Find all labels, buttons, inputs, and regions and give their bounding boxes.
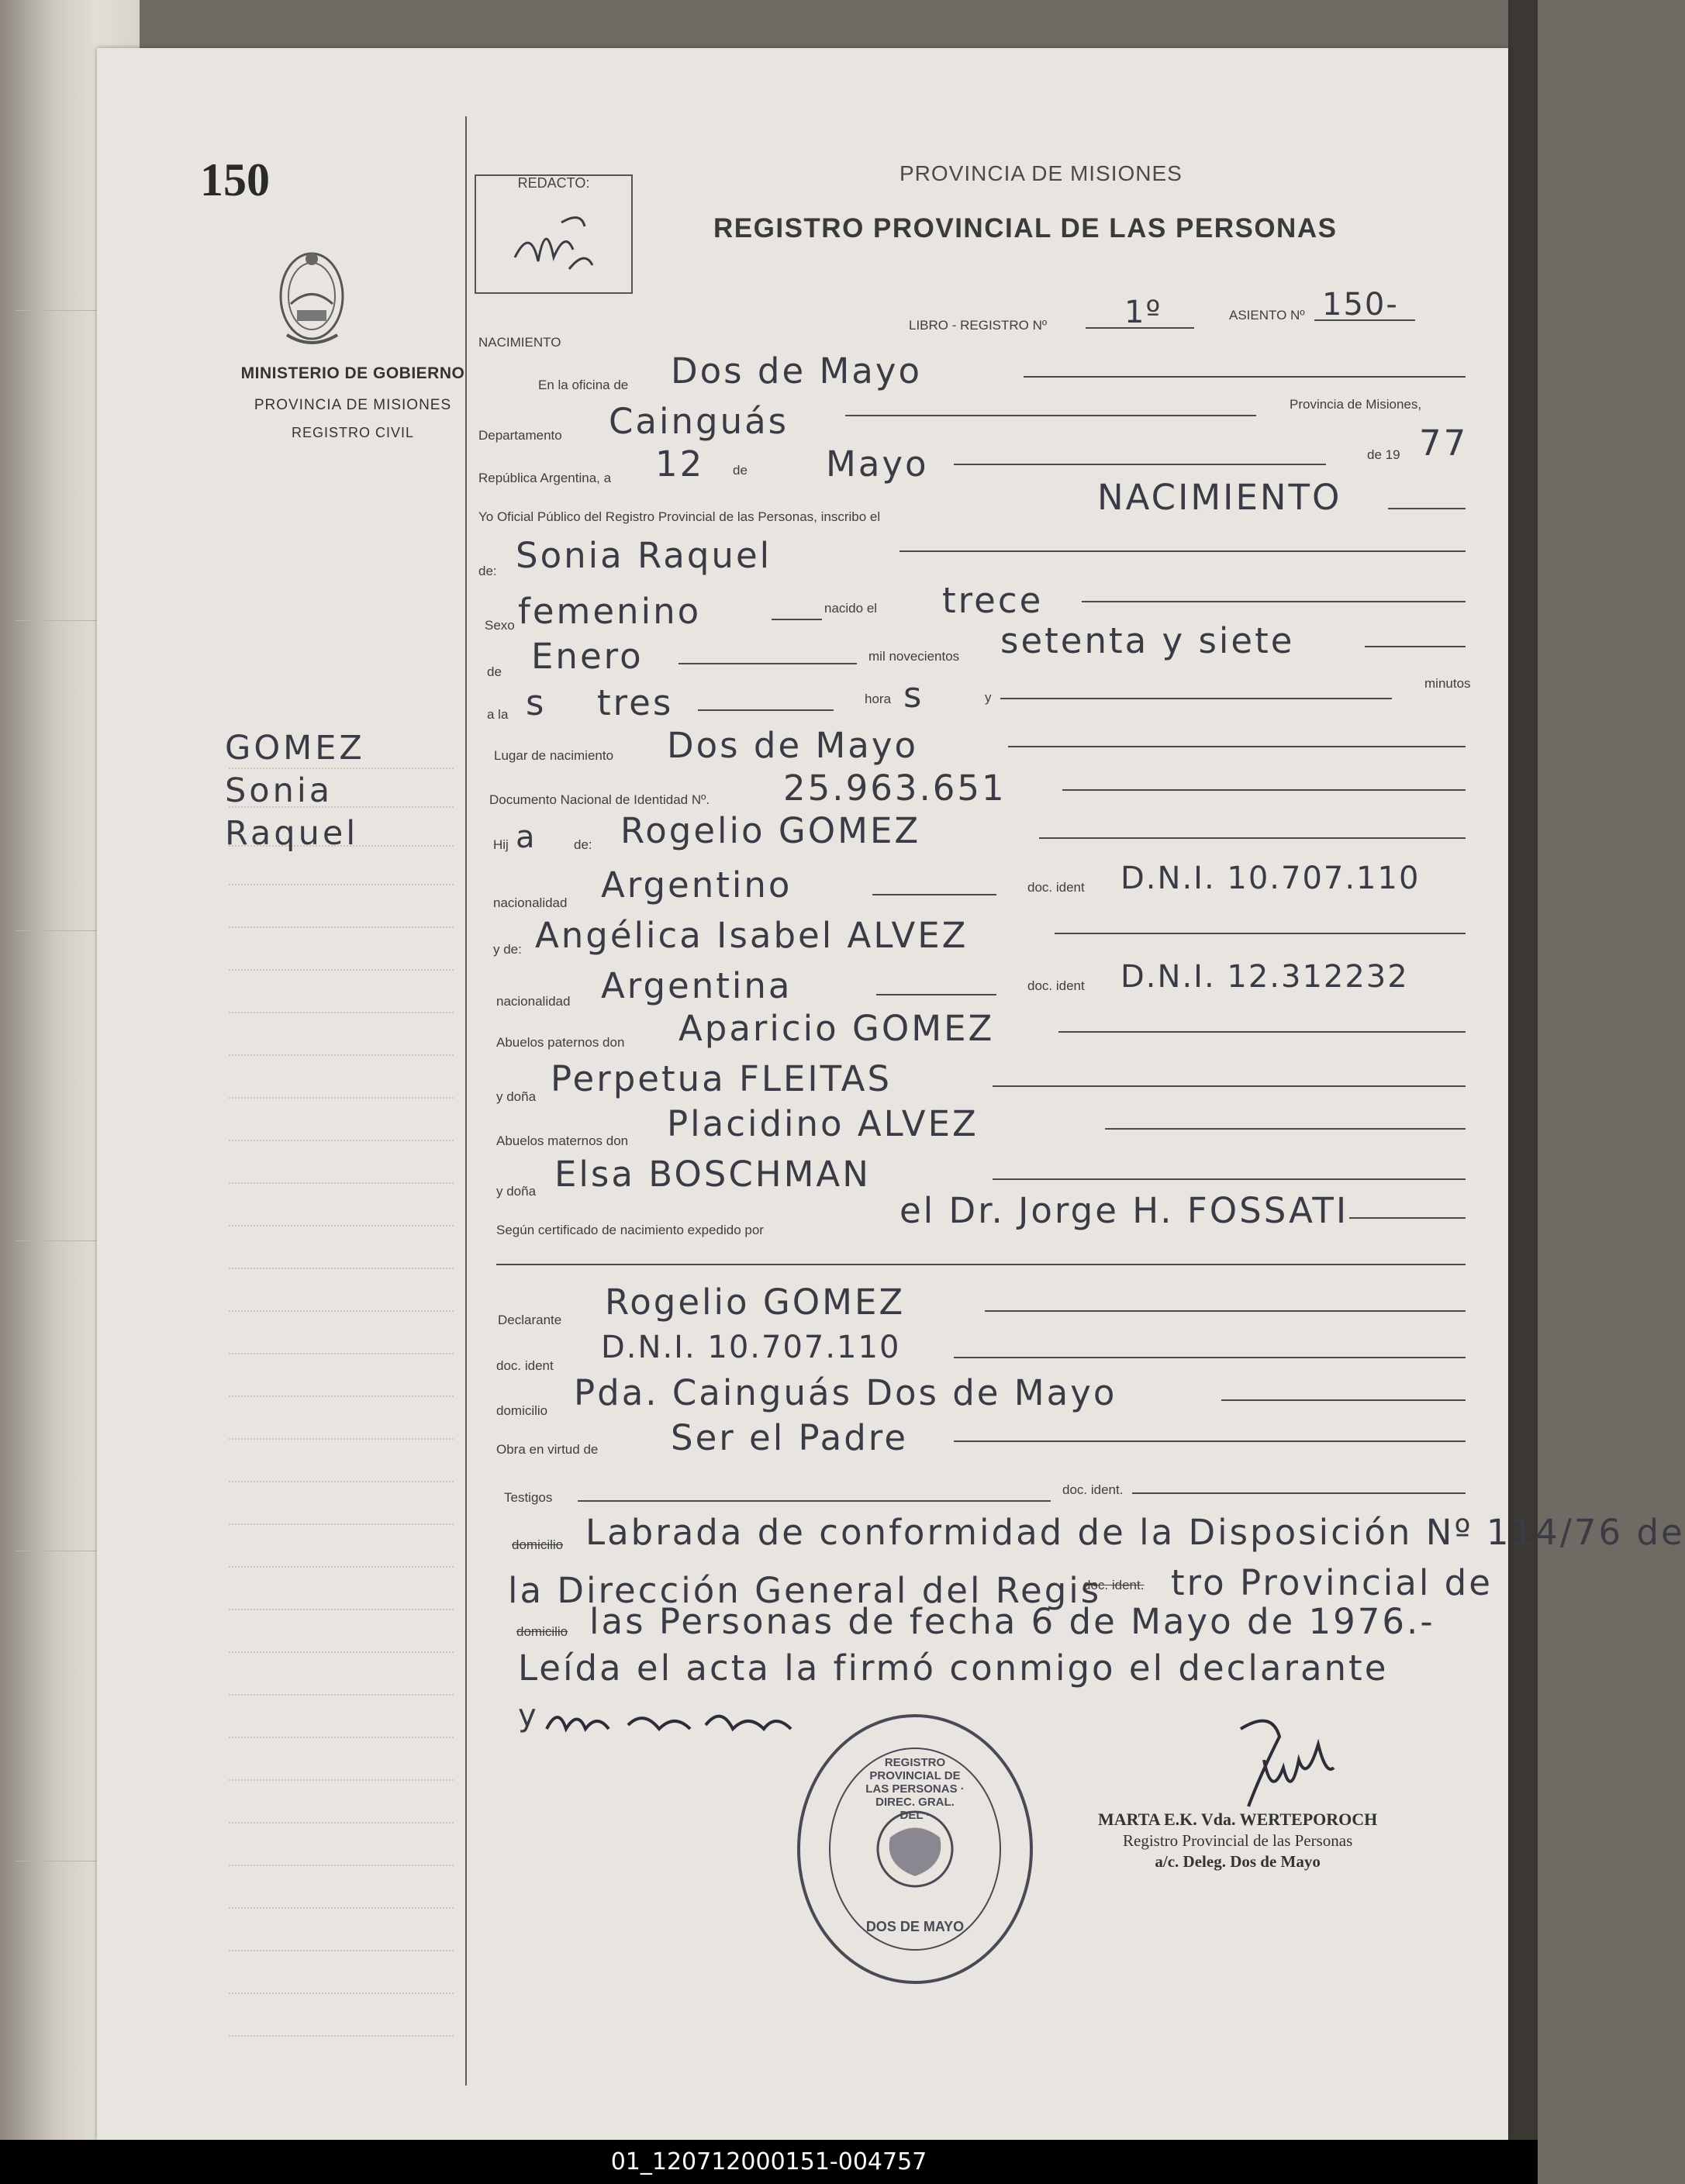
value-nacido-dia: trece bbox=[942, 580, 1044, 621]
label-nacionalidad-padre: nacionalidad bbox=[493, 895, 568, 910]
label-oficina: En la oficina de bbox=[538, 378, 629, 392]
label-provincia-misiones: Provincia de Misiones, bbox=[1290, 397, 1422, 412]
label-hijo: Hij bbox=[493, 837, 509, 852]
ministry-province: PROVINCIA DE MISIONES bbox=[254, 397, 452, 413]
label-yo-oficial: Yo Oficial Público del Registro Provincial de las Personas, inscribo el bbox=[478, 509, 881, 524]
label-hijo-de: de: bbox=[574, 837, 592, 852]
header-province: PROVINCIA DE MISIONES bbox=[899, 161, 1183, 185]
witness-signature bbox=[543, 1702, 806, 1741]
label-y-dona-materna: y doña bbox=[496, 1184, 537, 1199]
value-abuela-materna: Elsa BOSCHMAN bbox=[554, 1154, 871, 1195]
ministry-name: MINISTERIO DE GOBIERNO bbox=[240, 364, 465, 382]
observation-line-2b: tro Provincial de bbox=[1171, 1562, 1493, 1603]
value-abuelo-materno: Placidino ALVEZ bbox=[667, 1103, 979, 1144]
value-padre-nacionalidad: Argentino bbox=[601, 864, 792, 906]
value-fecha-anio: 77 bbox=[1419, 423, 1469, 464]
libro-label: LIBRO - REGISTRO Nº bbox=[909, 318, 1048, 333]
redacto-box bbox=[475, 174, 633, 294]
label-departamento: Departamento bbox=[478, 428, 562, 443]
label-dni: Documento Nacional de Identidad Nº. bbox=[489, 792, 710, 807]
label-doc-ident-padre: doc. ident bbox=[1027, 880, 1085, 895]
value-madre-doc: D.N.I. 12.312232 bbox=[1120, 959, 1409, 995]
seal-text: REGISTRO PROVINCIAL DE LAS PERSONAS · DIREC. GRAL. DEL · bbox=[865, 1756, 965, 1822]
registrar-block bbox=[1098, 1810, 1377, 1872]
official-seal bbox=[791, 1710, 1039, 1993]
value-nacido-mes: Enero bbox=[531, 636, 644, 677]
asiento-value: 150- bbox=[1322, 287, 1399, 323]
value-dni: 25.963.651 bbox=[783, 768, 1007, 809]
value-declarante: Rogelio GOMEZ bbox=[605, 1282, 906, 1323]
ministry-block bbox=[198, 364, 508, 441]
label-minutos: minutos bbox=[1424, 676, 1471, 691]
value-declarante-doc: D.N.I. 10.707.110 bbox=[601, 1330, 901, 1365]
label-doc-ident-madre: doc. ident bbox=[1027, 978, 1085, 993]
value-fecha-dia: 12 bbox=[655, 443, 705, 485]
coat-of-arms-emblem bbox=[275, 242, 349, 354]
label-obra: Obra en virtud de bbox=[496, 1442, 599, 1457]
label-lugar: Lugar de nacimiento bbox=[494, 748, 614, 763]
value-madre-nacionalidad: Argentina bbox=[601, 965, 792, 1006]
label-doc-ident-declarante: doc. ident bbox=[496, 1358, 554, 1373]
label-domicilio-struck-2: domicilio bbox=[516, 1624, 568, 1639]
margin-note-second-name: Raquel bbox=[225, 814, 359, 853]
value-hijo-suffix: a bbox=[516, 819, 537, 855]
label-hora: hora bbox=[865, 692, 892, 706]
seal-inner-text: DOS DE MAYO bbox=[865, 1919, 965, 1934]
observation-line-2a: la Dirección General del Regis bbox=[508, 1570, 1102, 1611]
label-nacionalidad-madre: nacionalidad bbox=[496, 994, 571, 1009]
label-republica: República Argentina, a bbox=[478, 471, 612, 485]
page-number: 150 bbox=[200, 154, 270, 205]
redacto-label: REDACTO: bbox=[517, 175, 590, 191]
label-abuelos-paternos: Abuelos paternos don bbox=[496, 1035, 625, 1050]
label-doc-ident-testigos: doc. ident. bbox=[1062, 1482, 1124, 1497]
label-y: y bbox=[985, 690, 992, 705]
margin-divider bbox=[465, 116, 467, 2086]
value-nacido-anio: setenta y siete bbox=[1000, 620, 1295, 661]
registrar-delegation: a/c. Deleg. Dos de Mayo bbox=[1155, 1852, 1321, 1871]
value-a-la-s: s bbox=[526, 682, 547, 723]
value-abuela-paterna: Perpetua FLEITAS bbox=[551, 1058, 893, 1099]
value-padre-doc: D.N.I. 10.707.110 bbox=[1120, 861, 1421, 896]
label-abuelos-maternos: Abuelos maternos don bbox=[496, 1133, 629, 1148]
label-de-19: de 19 bbox=[1367, 447, 1400, 462]
label-y-dona-paterna: y doña bbox=[496, 1089, 537, 1104]
redacto-initials bbox=[507, 203, 600, 281]
label-nacido: nacido el bbox=[824, 601, 878, 616]
label-segun: Según certificado de nacimiento expedido por bbox=[496, 1223, 764, 1237]
ministry-office: REGISTRO CIVIL bbox=[291, 425, 415, 440]
asiento-label: ASIENTO Nº bbox=[1229, 308, 1305, 323]
image-id-footer: 01_120712000151-004757 bbox=[0, 2140, 1538, 2184]
value-lugar: Dos de Mayo bbox=[667, 725, 919, 766]
value-certificado: el Dr. Jorge H. FOSSATI bbox=[899, 1190, 1349, 1231]
label-mil: mil novecientos bbox=[868, 649, 960, 664]
observation-line-5: y bbox=[518, 1698, 538, 1734]
value-departamento: Cainguás bbox=[609, 401, 789, 442]
label-doc-ident-struck: doc. ident. bbox=[1083, 1578, 1145, 1592]
value-padre: Rogelio GOMEZ bbox=[620, 810, 921, 851]
label-domicilio-struck-1: domicilio bbox=[512, 1537, 564, 1552]
observation-line-1: Labrada de conformidad de la Disposición Nº 114/76 de bbox=[585, 1512, 1685, 1553]
registrar-name: MARTA E.K. Vda. WERTEPOROCH bbox=[1098, 1810, 1378, 1829]
value-obra: Ser el Padre bbox=[671, 1417, 908, 1458]
section-label: NACIMIENTO bbox=[478, 335, 561, 350]
registry-title: REGISTRO PROVINCIAL DE LAS PERSONAS bbox=[713, 213, 1338, 243]
label-de-mes: de bbox=[733, 463, 748, 478]
label-y-de: y de: bbox=[493, 942, 522, 957]
book-right-edge bbox=[1508, 0, 1538, 2140]
label-domicilio: domicilio bbox=[496, 1403, 548, 1418]
value-madre: Angélica Isabel ALVEZ bbox=[535, 915, 969, 956]
value-hora-s: s bbox=[903, 675, 924, 716]
value-domicilio: Pda. Cainguás Dos de Mayo bbox=[574, 1372, 1117, 1413]
registrar-title: Registro Provincial de las Personas bbox=[1123, 1831, 1353, 1850]
observation-line-3: las Personas de fecha 6 de Mayo de 1976.- bbox=[589, 1601, 1435, 1642]
value-fecha-mes: Mayo bbox=[826, 443, 929, 485]
value-sexo: femenino bbox=[518, 591, 702, 632]
label-sexo: Sexo bbox=[485, 618, 515, 633]
libro-value: 1º bbox=[1124, 295, 1162, 330]
margin-note-first-name: Sonia bbox=[225, 771, 333, 810]
label-declarante: Declarante bbox=[498, 1313, 562, 1327]
margin-note-surname: GOMEZ bbox=[225, 729, 365, 768]
label-a-la: a la bbox=[487, 707, 509, 722]
label-de-nombre: de: bbox=[478, 564, 497, 578]
registrar-signature bbox=[1225, 1713, 1341, 1814]
value-acto: NACIMIENTO bbox=[1097, 477, 1342, 518]
label-testigos: Testigos bbox=[504, 1490, 553, 1505]
value-hora-tres: tres bbox=[597, 682, 674, 723]
observation-line-4: Leída el acta la firmó conmigo el declarante bbox=[518, 1647, 1389, 1689]
value-abuelo-paterno: Aparicio GOMEZ bbox=[678, 1008, 995, 1049]
value-nombre: Sonia Raquel bbox=[516, 535, 772, 576]
label-de-mes-nac: de bbox=[487, 664, 502, 679]
value-oficina: Dos de Mayo bbox=[671, 350, 923, 392]
